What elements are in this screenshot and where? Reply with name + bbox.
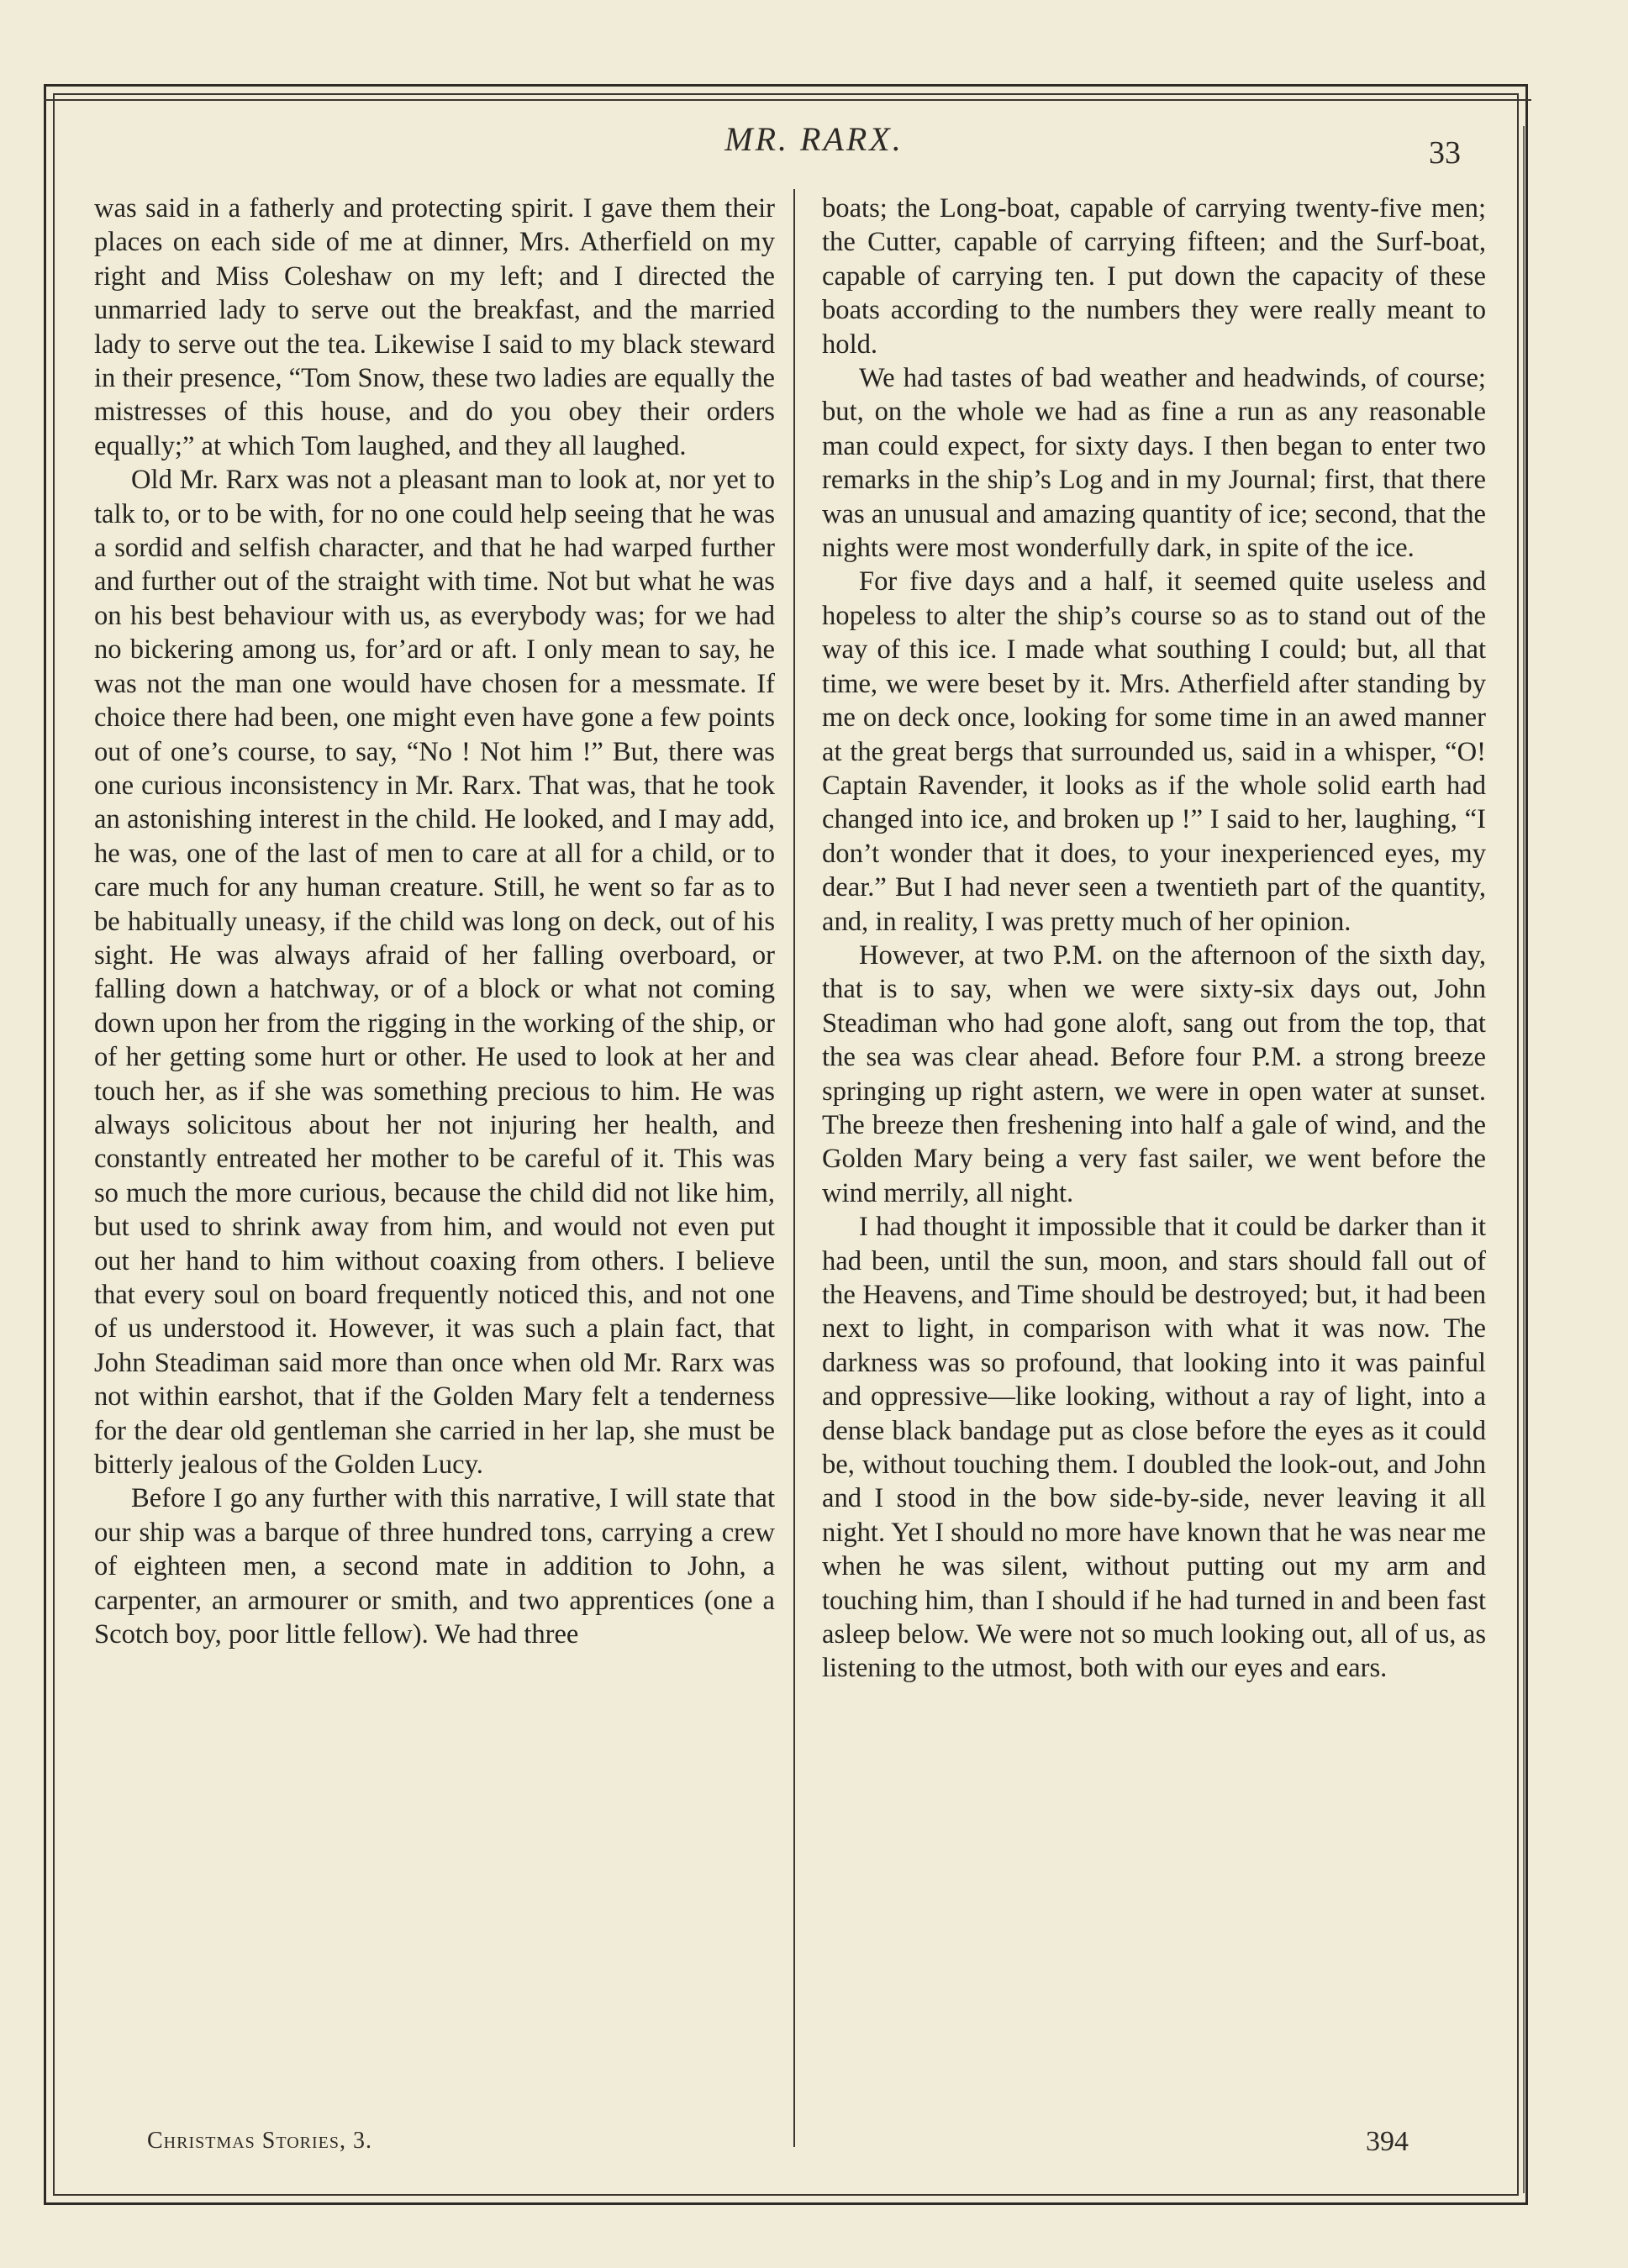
paragraph: I had thought it impossible that it could be darker than it had been, until the sun, moon, and stars should fall out of the Heavens, and Time should be destroyed; but, it had been next to light, in comparison with what it was now. The darkness was so profound, that looking into it was painful and oppressive—like looking, without a ray of light, into a dense black bandage put as close before the eyes as it could be, without touching them. I doubled the look-out, and John and I stood in the bow side-by-side, never leaving it all night. Yet I should no more have known that he was near me when he was silent, without putting out my arm and touching him, than I should if he had turned in and been fast asleep below. We were not so much looking out, all of us, as listening to the utmost, both with our eyes and ears. <box>822 1212 1486 1684</box>
paragraph: For five days and a half, it seemed quite useless and hopeless to alter the ship’s course so as to stand out of the way of this ice. I made what southing I could; but, all that time, we were beset by it. Mrs. Atherfield after standing by me on deck once, looking for some time in an awed manner at the great bergs that surrounded us, said in a whisper, “O! Captain Ravender, it looks as if the whole solid earth had changed into ice, and broken up !” I said to her, laughing, “I don’t wonder that it does, to your inexperienced eyes, my dear.” But I had never seen a twentieth part of the quantity, and, in reality, I was pretty much of her opinion. <box>822 566 1486 937</box>
page-number: 33 <box>1429 135 1461 171</box>
running-title: MR. RARX. <box>724 120 904 158</box>
left-column <box>94 192 775 1651</box>
paragraph: We had tastes of bad weather and headwinds, of course; but, on the whole we had as fine a run as any reasonable man could expect, for sixty days. I then began to enter two remarks in the ship’s Log and in my Journal; first, that there was an unusual and amazing quantity of ice; second, that the nights were most wonderfully dark, in spite of the ice. <box>822 363 1486 564</box>
paragraph: was said in a fatherly and protecting spirit. I gave them their places on each side of me at dinner, Mrs. Atherfield on my right and Miss Coleshaw on my left; and I directed the unmarried lady to serve out the breakfast, and the married lady to serve out the tea. Likewise I said to my black steward in their presence, “Tom Snow, these two ladies are equally the mistresses of this house, and do you obey their orders equally;” at which Tom laughed, and they all laughed. <box>94 193 775 461</box>
paragraph: Before I go any further with this narrative, I will state that our ship was a barque of three hundred tons, carrying a crew of eighteen men, a second mate in addition to John, a carpenter, an armourer or smith, and two apprentices (one a Scotch boy, poor little fellow). We had three <box>94 1483 775 1650</box>
paragraph: However, at two P.M. on the afternoon of the sixth day, that is to say, when we were sixty-six days out, John Steadiman who had gone aloft, sang out from the top, that the sea was clear ahead. Before four P.M. a strong breeze springing up right astern, we were in open water at sunset. The breeze then freshening into half a gale of wind, and the Golden Mary being a very fast sailer, we went before the wind merrily, all night. <box>822 939 1486 1208</box>
paragraph: boats; the Long-boat, capable of carrying twenty-five men; the Cutter, capable of carrying fifteen; and the Surf-boat, capable of carrying ten. I put down the capacity of these boats according to the numbers they were really meant to hold. <box>822 193 1486 360</box>
footer-signature: Christmas Stories, 3. <box>147 2128 373 2154</box>
column-divider <box>793 189 795 2147</box>
paragraph: Old Mr. Rarx was not a pleasant man to look at, nor yet to talk to, or to be with, for no one could help seeing that he was a sordid and selfish character, and that he had warped further and further out of the straight with time. Not but what he was on his best behaviour with us, as everybody was; for we had no bickering among us, for’ard or aft. I only mean to say, he was not the man one would have chosen for a messmate. If choice there had been, one might even have gone a few points out of one’s course, to say, “No ! Not him !” But, there was one curious inconsistency in Mr. Rarx. That was, that he took an astonishing interest in the child. He looked, and I may add, he was, one of the last of men to care at all for a child, or to care much for any human creature. Still, he went so far as to be habitually uneasy, if the child was long on deck, out of his sight. He was always afraid of her falling overboard, or falling down a hatchway, or of a block or what not coming down upon her from the rigging in the working of the ship, or of her getting some hurt or other. He used to look at her and touch her, as if she was something precious to him. He was always solicitous about her not injuring her health, and constantly entreated her mother to be careful of it. This was so much the more curious, because the child did not like him, but used to shrink away from him, and would not even put out her hand to him without coaxing from others. I believe that every soul on board frequently noticed this, and not one of us understood it. However, it was such a plain fact, that John Steadiman said more than once when old Mr. Rarx was not within earshot, that if the Golden Mary felt a tenderness for the dear old gentleman she carried in her lap, she must be bitterly jealous of the Golden Lucy. <box>94 465 775 1481</box>
footer-sheet-number: 394 <box>1366 2126 1409 2157</box>
side-rule <box>1523 126 1525 2193</box>
right-column <box>822 192 1486 1686</box>
header-rule <box>44 99 1531 101</box>
